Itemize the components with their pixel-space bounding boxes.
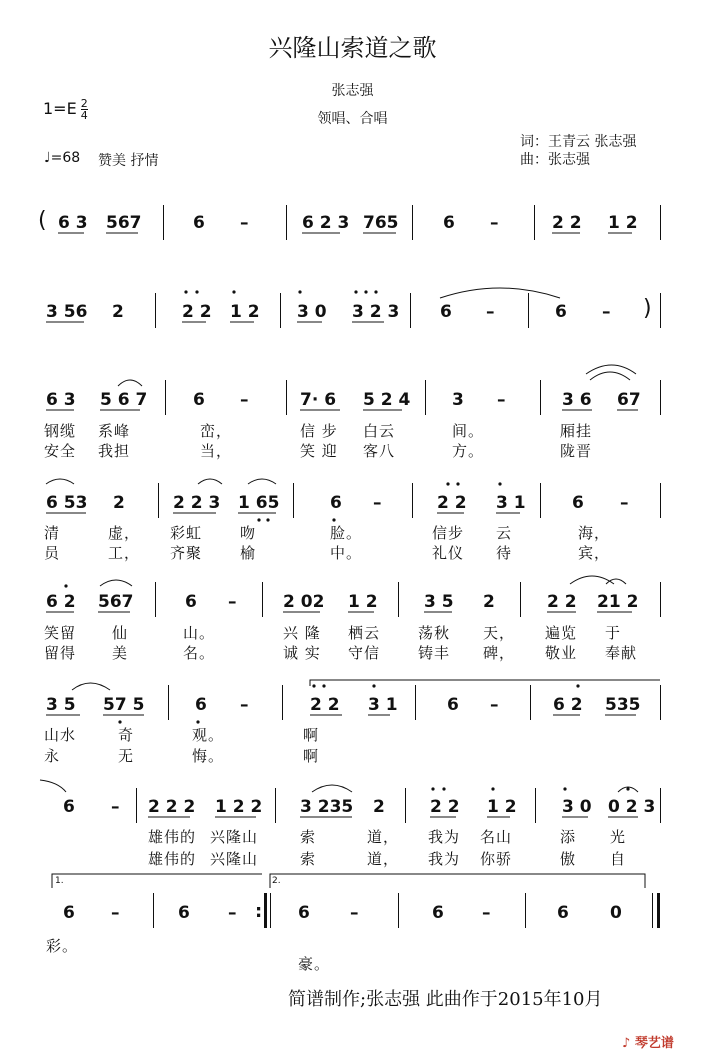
note-group: 6	[330, 493, 342, 513]
repeat-paren-close: )	[643, 296, 652, 321]
lyric: 永	[44, 747, 61, 765]
lyric: 陇晋	[560, 442, 593, 460]
lyric: 榆	[240, 544, 257, 562]
note-group: 6 2 3	[302, 213, 350, 233]
note-group: 6	[63, 797, 75, 817]
note-group: 6	[572, 493, 584, 513]
lyric: 观。	[192, 726, 225, 744]
note-group: 2 2	[310, 695, 340, 715]
note-dash: –	[240, 390, 249, 410]
note-dash: –	[240, 695, 249, 715]
note-dash: –	[373, 493, 382, 513]
note-dash: –	[490, 695, 499, 715]
lyric: 兴隆山	[210, 850, 259, 868]
lyric: 齐聚	[170, 544, 203, 562]
note-group: 6 3	[58, 213, 88, 233]
note-group: 3	[452, 390, 464, 410]
note-group: 6	[557, 903, 569, 923]
lyric: 彩虹	[170, 524, 203, 542]
note-group: 765	[363, 213, 399, 233]
note-group: 2 2	[182, 302, 212, 322]
lyric: 遍览	[545, 624, 578, 642]
page-title: 兴隆山索道之歌	[268, 34, 437, 62]
arranger: 张志强	[331, 83, 374, 99]
lyric: 道，	[367, 850, 400, 868]
note-group: 567	[106, 213, 142, 233]
time-signature: $\frac{2}{4}$	[80, 97, 88, 122]
lyric: 方。	[452, 442, 485, 460]
note-group: 0	[610, 903, 622, 923]
lyric: 添	[560, 828, 577, 846]
lyric: 啊	[303, 747, 320, 765]
note-group: 1 2	[348, 592, 378, 612]
lyric: 名山	[480, 828, 513, 846]
lyric: 自	[610, 850, 627, 868]
lyric: 我为	[428, 828, 461, 846]
note-group: 7· 6	[300, 390, 337, 410]
lyric: 峦，	[200, 422, 233, 440]
note-group: 5 2 4	[363, 390, 411, 410]
lyric: 彩。	[46, 937, 79, 955]
lyric: 兴隆山	[210, 828, 259, 846]
lyric: 脸。	[330, 524, 363, 542]
lyric: 中。	[330, 544, 363, 562]
note-group: 2 02	[283, 592, 325, 612]
note-dash: –	[620, 493, 629, 513]
lyric: 雄伟的	[148, 850, 197, 868]
note-group: 567	[98, 592, 134, 612]
lyric: 笑 迎	[300, 442, 338, 460]
lyric: 留得	[44, 644, 77, 662]
logo-icon: ♪	[622, 1036, 631, 1051]
note-group: 21 2	[597, 592, 639, 612]
lyric: 栖云	[348, 624, 381, 642]
note-group: 2	[113, 493, 125, 513]
note-group: 6	[195, 695, 207, 715]
lyric: 守信	[348, 644, 381, 662]
note-dash: –	[482, 903, 491, 923]
lyric: 荡秋	[418, 624, 451, 642]
note-group: 1 65	[238, 493, 280, 513]
note-group: 6	[178, 903, 190, 923]
note-group: 67	[617, 390, 641, 410]
note-group: 2 2	[547, 592, 577, 612]
lyric: 山水	[44, 726, 77, 744]
lyric: 笑留	[44, 624, 77, 642]
lyric: 当，	[200, 442, 233, 460]
lyric: 系峰	[98, 422, 131, 440]
note-group: 3 0	[562, 797, 592, 817]
lyric: 白云	[363, 422, 396, 440]
note-group: 57 5	[103, 695, 145, 715]
note-group: 6	[432, 903, 444, 923]
lyric: 铸丰	[418, 644, 451, 662]
note-group: 6	[193, 390, 205, 410]
note-group: 3 1	[496, 493, 526, 513]
lyric: 诚 实	[283, 644, 321, 662]
lyric: 虚，	[108, 524, 141, 542]
lyric: 礼仪	[432, 544, 465, 562]
note-dash: –	[228, 903, 237, 923]
note-group: 6	[298, 903, 310, 923]
volta-1-label: 1.	[55, 876, 64, 886]
lyric: 兴 隆	[283, 624, 321, 642]
note-dash: –	[111, 797, 120, 817]
repeat-paren-open: (	[38, 208, 47, 233]
note-group: 6	[443, 213, 455, 233]
lyric: 吻	[240, 524, 257, 542]
note-dash: –	[486, 302, 495, 322]
note-group: 2 2	[430, 797, 460, 817]
note-dash: –	[497, 390, 506, 410]
lyric: 安全	[44, 442, 77, 460]
note-dash: –	[602, 302, 611, 322]
note-group: 535	[605, 695, 641, 715]
note-group: 2 2 2	[148, 797, 196, 817]
lyric: 雄伟的	[148, 828, 197, 846]
note-group: 1 2	[487, 797, 517, 817]
note-group: 3 235	[300, 797, 354, 817]
lyric: 员	[44, 544, 61, 562]
note-group: 2	[483, 592, 495, 612]
lyric: 云	[496, 524, 513, 542]
volta-2-label: 2.	[272, 876, 281, 886]
note-dash: –	[490, 213, 499, 233]
note-group: 6 2	[553, 695, 583, 715]
lyricist: 词：王青云 张志强	[520, 134, 637, 150]
lyric: 天，	[483, 624, 516, 642]
lyric: 敬业	[545, 644, 578, 662]
footer-credit: 简谱制作;张志强 此曲作于2015年10月	[288, 989, 603, 1010]
lyric: 钢缆	[44, 422, 77, 440]
lyric: 碑，	[483, 644, 516, 662]
note-group: 6 3	[46, 390, 76, 410]
lyric: 美	[112, 644, 129, 662]
note-dash: –	[350, 903, 359, 923]
lyric: 于	[605, 624, 622, 642]
note-group: 2	[373, 797, 385, 817]
lyric: 仙	[112, 624, 129, 642]
note-group: 3 56	[46, 302, 88, 322]
note-group: 1 2	[230, 302, 260, 322]
lyric: 索	[300, 828, 317, 846]
note-group: 3 0	[297, 302, 327, 322]
note-group: 1 2	[608, 213, 638, 233]
lyric: 待	[496, 544, 513, 562]
lyric: 豪。	[298, 955, 331, 973]
note-group: 6	[63, 903, 75, 923]
lyric: 信步	[432, 524, 465, 542]
lyric: 间。	[452, 422, 485, 440]
lyric: 奇	[118, 726, 135, 744]
lyric: 宾，	[578, 544, 611, 562]
lyric: 悔。	[192, 747, 225, 765]
note-dash: –	[228, 592, 237, 612]
note-dash: –	[111, 903, 120, 923]
lyric: 山。	[183, 624, 216, 642]
lyric: 啊	[303, 726, 320, 744]
site-logo: ♪ 琴艺谱	[622, 1036, 674, 1051]
lyric: 清	[44, 524, 61, 542]
lyric: 信 步	[300, 422, 338, 440]
note-dash: –	[240, 213, 249, 233]
lyric: 奉献	[605, 644, 638, 662]
note-group: 6 53	[46, 493, 88, 513]
key-signature: 1=E $\frac{2}{4}$	[43, 97, 88, 122]
lyric: 海，	[578, 524, 611, 542]
lyric: 无	[118, 747, 135, 765]
note-group: 6 2	[46, 592, 76, 612]
lyric: 我担	[98, 442, 131, 460]
music-credit: 曲：张志强	[520, 152, 590, 168]
lyric: 索	[300, 850, 317, 868]
lyric: 道，	[367, 828, 400, 846]
lyric: 你骄	[480, 850, 513, 868]
lyric: 傲	[560, 850, 577, 868]
note-group: 6	[555, 302, 567, 322]
lyric: 厢挂	[560, 422, 593, 440]
note-group: 3 6	[562, 390, 592, 410]
lyric: 工，	[108, 544, 141, 562]
note-group: 2 2	[437, 493, 467, 513]
lyric: 光	[610, 828, 627, 846]
note-group: 2 2	[552, 213, 582, 233]
note-group: 6	[185, 592, 197, 612]
repeat-dots: :	[255, 901, 263, 922]
note-group: 3 5	[424, 592, 454, 612]
lyric: 名。	[183, 644, 216, 662]
note-group: 3 2 3	[352, 302, 400, 322]
note-group: 2 2 3	[173, 493, 221, 513]
note-group: 0 2 3	[608, 797, 656, 817]
note-group: 5 6 7	[100, 390, 148, 410]
expression: 赞美 抒情	[98, 153, 159, 169]
tempo: ♩=68	[44, 150, 81, 166]
note-group: 6	[447, 695, 459, 715]
note-group: 3 5	[46, 695, 76, 715]
note-group: 6	[440, 302, 452, 322]
performance-type: 领唱、合唱	[317, 111, 388, 127]
note-group: 6	[193, 213, 205, 233]
note-group: 2	[112, 302, 124, 322]
note-group: 3 1	[368, 695, 398, 715]
lyric: 我为	[428, 850, 461, 868]
lyric: 客八	[363, 442, 396, 460]
note-group: 1 2 2	[215, 797, 263, 817]
